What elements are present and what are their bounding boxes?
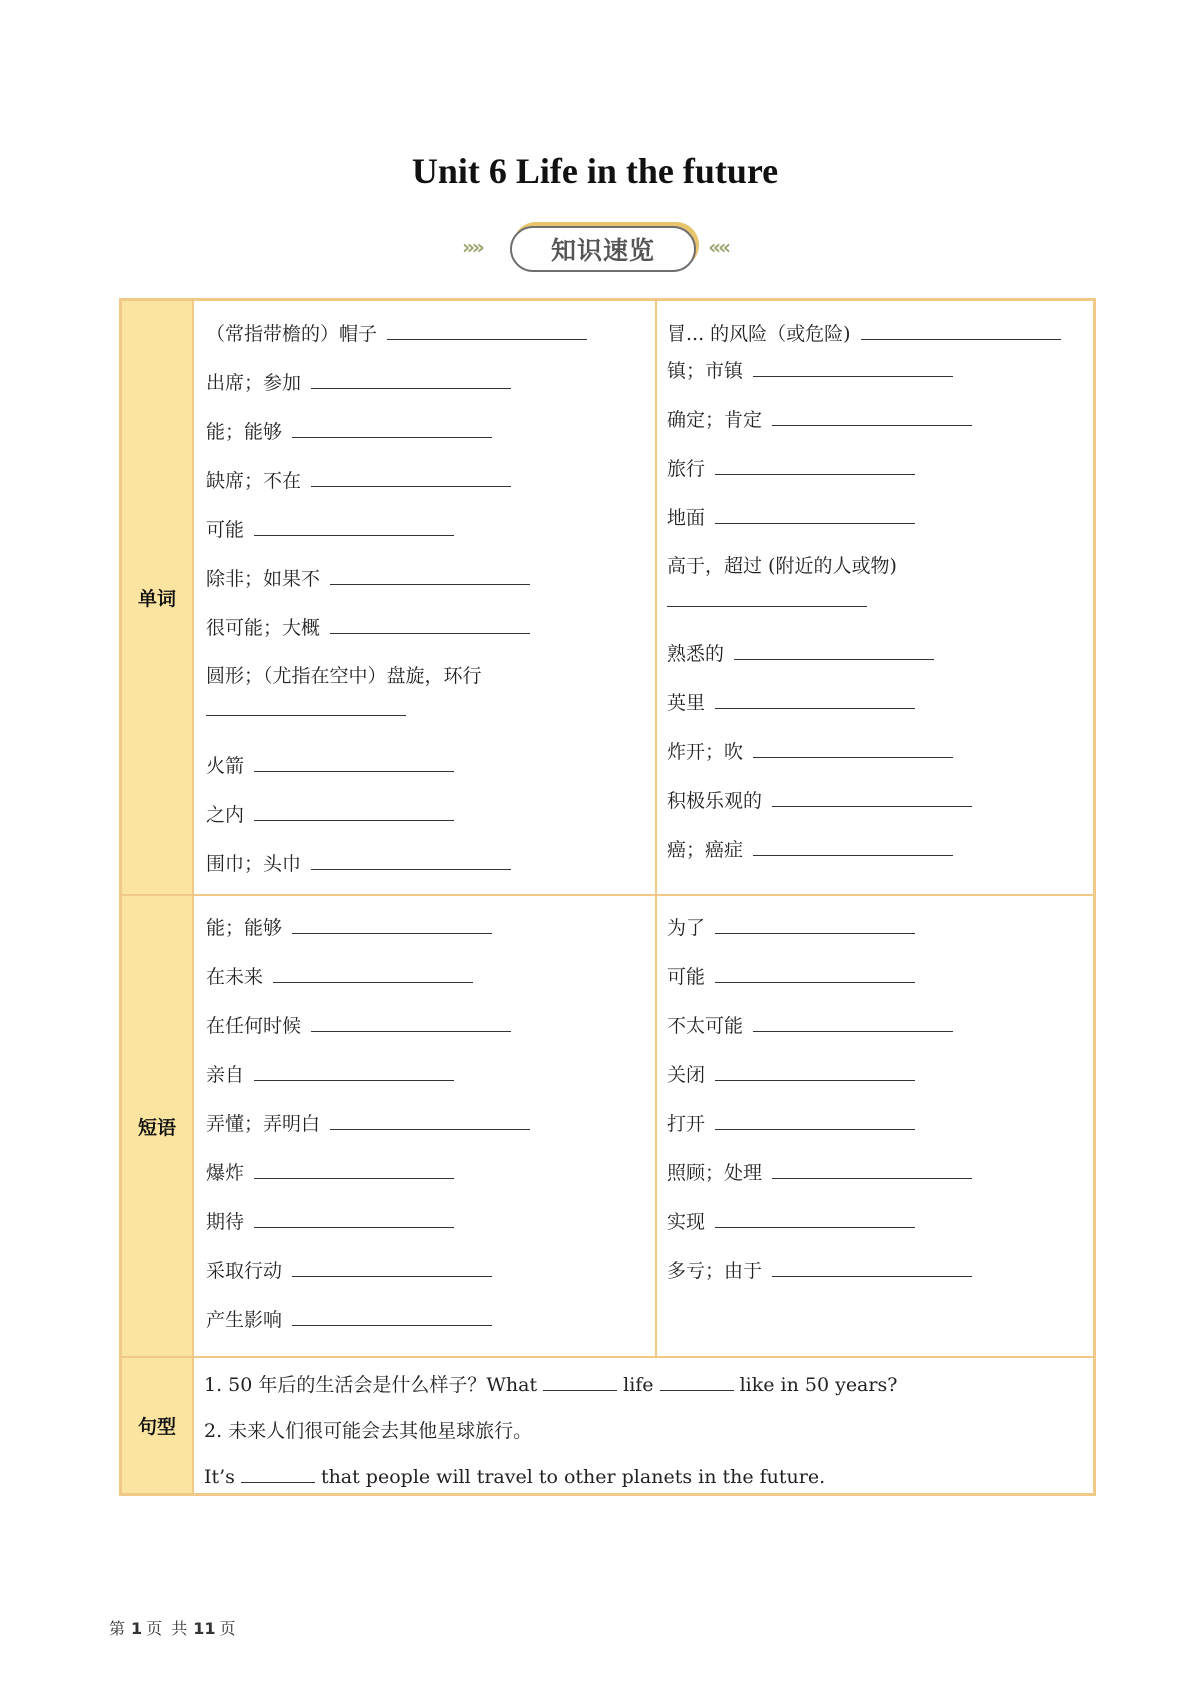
answer-blank[interactable]: [292, 419, 492, 438]
sentence-2: 2. 未来人们很可能会去其他星球旅行。: [204, 1420, 533, 1442]
word-entry: 癌；癌症: [667, 837, 953, 862]
answer-blank[interactable]: [753, 1013, 953, 1032]
word-entry: 冒... 的风险（或危险): [667, 321, 1061, 346]
word-entry: 地面: [667, 505, 915, 530]
category-words: 单词: [122, 301, 194, 894]
phrase-entry: 打开: [667, 1111, 915, 1136]
word-entry: 英里: [667, 690, 915, 715]
banner-pill: [510, 226, 696, 272]
page-footer: 第 1 页 共 11 页: [109, 1619, 238, 1638]
phrase-entry: 亲自: [206, 1062, 454, 1087]
vocab-table: [119, 298, 1096, 1496]
word-entry: 围巾；头巾: [206, 851, 511, 876]
answer-blank[interactable]: [772, 407, 972, 426]
double-chevron-right-icon: »»: [462, 235, 482, 259]
answer-blank[interactable]: [772, 788, 972, 807]
phrase-entry: 实现: [667, 1209, 915, 1234]
phrase-entry: 可能: [667, 964, 915, 989]
answer-blank[interactable]: [254, 1160, 454, 1179]
word-entry: 炸开；吹: [667, 739, 953, 764]
answer-blank[interactable]: [772, 1160, 972, 1179]
answer-blank[interactable]: [715, 505, 915, 524]
phrase-entry: 为了: [667, 915, 915, 940]
answer-blank[interactable]: [254, 517, 454, 536]
section-banner: [462, 222, 728, 278]
phrase-entry: 不太可能: [667, 1013, 953, 1038]
column-divider: [655, 301, 657, 1356]
banner-label: 知识速览: [550, 236, 655, 265]
word-entry: 很可能；大概: [206, 615, 530, 640]
word-entry: 火箭: [206, 753, 454, 778]
answer-blank[interactable]: [753, 358, 953, 377]
phrase-entry: 在任何时候: [206, 1013, 511, 1038]
answer-blank[interactable]: [772, 1258, 972, 1277]
phrase-entry: 照顾；处理: [667, 1160, 972, 1185]
answer-blank[interactable]: [861, 321, 1061, 340]
word-entry: 缺席；不在: [206, 468, 511, 493]
sentence-1: 1. 50 年后的生活会是什么样子？What life like in 50 years?: [204, 1374, 898, 1396]
answer-blank[interactable]: [292, 915, 492, 934]
phrase-entry: 采取行动: [206, 1258, 492, 1283]
page-total: 11: [193, 1619, 216, 1638]
answer-blank[interactable]: [330, 566, 530, 585]
answer-blank[interactable]: [330, 615, 530, 634]
phrase-entry: 多亏；由于: [667, 1258, 972, 1283]
double-chevron-left-icon: ««: [708, 235, 728, 259]
phrase-entry: 弄懂；弄明白: [206, 1111, 530, 1136]
row-divider: [122, 894, 1093, 896]
answer-blank[interactable]: [715, 690, 915, 709]
answer-blank[interactable]: [206, 697, 406, 716]
answer-blank[interactable]: [292, 1258, 492, 1277]
word-entry: （常指带檐的）帽子: [206, 321, 587, 346]
word-entry: 出席；参加: [206, 370, 511, 395]
answer-blank[interactable]: [254, 802, 454, 821]
word-entry: 旅行: [667, 456, 915, 481]
word-entry: 高于，超过 (附近的人或物): [667, 555, 897, 577]
word-entry: 镇；市镇: [667, 358, 953, 383]
word-entry-blank-line: [206, 697, 406, 722]
answer-blank[interactable]: [273, 964, 473, 983]
page-number: 1: [131, 1619, 143, 1638]
answer-blank[interactable]: [715, 1209, 915, 1228]
answer-blank[interactable]: [241, 1466, 315, 1483]
answer-blank[interactable]: [753, 837, 953, 856]
answer-blank[interactable]: [543, 1374, 617, 1391]
answer-blank[interactable]: [715, 1111, 915, 1130]
answer-blank[interactable]: [254, 753, 454, 772]
category-sentences: 句型: [122, 1358, 194, 1493]
word-entry-blank-line: [667, 588, 867, 613]
category-phrases: 短语: [122, 896, 194, 1356]
word-entry: 之内: [206, 802, 454, 827]
word-entry: 熟悉的: [667, 641, 934, 666]
answer-blank[interactable]: [667, 588, 867, 607]
word-entry: 确定；肯定: [667, 407, 972, 432]
answer-blank[interactable]: [311, 1013, 511, 1032]
answer-blank[interactable]: [387, 321, 587, 340]
sentence-3: It’s that people will travel to other planets in the future.: [204, 1466, 826, 1488]
answer-blank[interactable]: [311, 370, 511, 389]
answer-blank[interactable]: [254, 1062, 454, 1081]
answer-blank[interactable]: [715, 915, 915, 934]
phrase-entry: 关闭: [667, 1062, 915, 1087]
word-entry: 积极乐观的: [667, 788, 972, 813]
phrase-entry: 在未来: [206, 964, 473, 989]
phrase-entry: 期待: [206, 1209, 454, 1234]
phrase-entry: 能；能够: [206, 915, 492, 940]
phrase-entry: 爆炸: [206, 1160, 454, 1185]
answer-blank[interactable]: [254, 1209, 454, 1228]
word-entry: 除非；如果不: [206, 566, 530, 591]
answer-blank[interactable]: [715, 964, 915, 983]
word-entry: 圆形；（尤指在空中）盘旋，环行: [206, 665, 482, 687]
answer-blank[interactable]: [715, 1062, 915, 1081]
answer-blank[interactable]: [292, 1307, 492, 1326]
phrase-entry: 产生影响: [206, 1307, 492, 1332]
word-entry: 能；能够: [206, 419, 492, 444]
row-divider: [122, 1356, 1093, 1358]
answer-blank[interactable]: [311, 468, 511, 487]
word-entry: 可能: [206, 517, 454, 542]
answer-blank[interactable]: [734, 641, 934, 660]
answer-blank[interactable]: [330, 1111, 530, 1130]
document-title: Unit 6 Life in the future: [411, 151, 779, 191]
answer-blank[interactable]: [753, 739, 953, 758]
answer-blank[interactable]: [660, 1374, 734, 1391]
answer-blank[interactable]: [715, 456, 915, 475]
answer-blank[interactable]: [311, 851, 511, 870]
